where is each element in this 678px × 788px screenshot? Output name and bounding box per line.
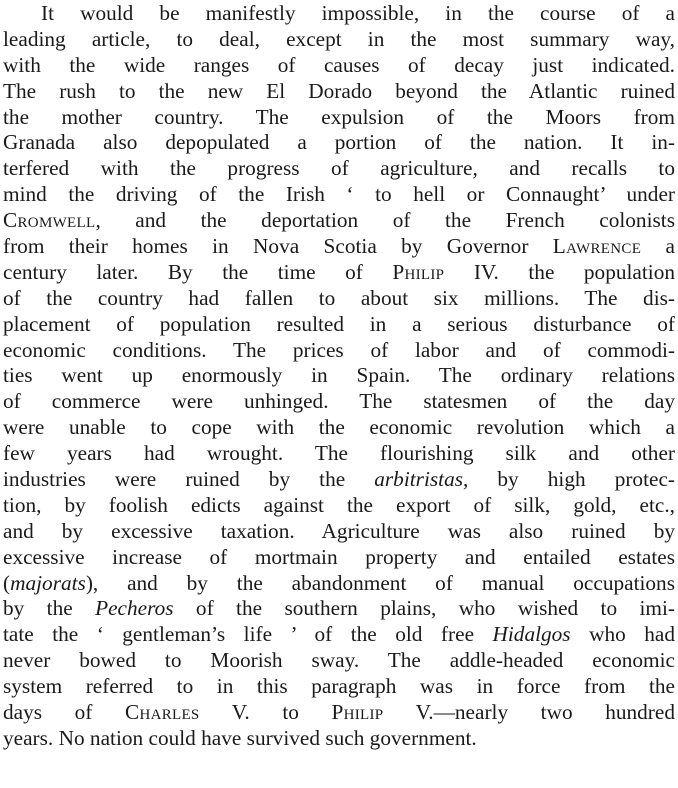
- line-text: V.—nearly two hundred: [383, 700, 675, 725]
- line-text: from their homes in Nova Scotia by Governor: [3, 234, 553, 259]
- text-line: years. No nation could have survived such government.: [3, 725, 477, 750]
- name-philip: Philip: [331, 700, 384, 725]
- text-line: tion, by foolish edicts against the export of silk, gold, etc.,: [3, 492, 675, 517]
- name-cromwell: Cromwell: [3, 208, 96, 233]
- line-text: industries were ruined by the: [3, 467, 375, 492]
- name-lawrence: Lawrence: [552, 234, 642, 259]
- text-line: [3, 700, 675, 726]
- italic-term: Hidalgos: [492, 622, 571, 647]
- line-text: days of: [3, 700, 125, 725]
- line-text: tate the ‘ gentleman’s life ’ of the old free: [3, 622, 493, 647]
- text-line: [3, 571, 675, 597]
- line-text: who had: [570, 622, 675, 647]
- line-text: , by high protec-: [463, 467, 675, 492]
- text-line: It would be manifestly impossible, in the course of a: [41, 1, 675, 25]
- italic-term: majorats: [10, 570, 86, 595]
- line-text: , and the deportation of the French colonists: [95, 208, 675, 233]
- text-line: and by excessive taxation. Agriculture was also ruined by: [3, 518, 675, 543]
- name-philip: Philip: [392, 259, 445, 284]
- text-line: The rush to the new El Dorado beyond the Atlantic ruined: [3, 78, 675, 103]
- text-line: terfered with the progress of agriculture, and recalls to: [3, 156, 675, 181]
- text-line: of the country had fallen to about six millions. The dis-: [3, 285, 675, 310]
- text-line: excessive increase of mortmain property and entailed estates: [3, 544, 675, 569]
- text-line: economic conditions. The prices of labor and of commodi-: [3, 337, 675, 362]
- text-line: [3, 596, 675, 622]
- text-line: few years had wrought. The flourishing silk and other: [3, 441, 675, 466]
- text-line: [3, 260, 675, 286]
- line-text: a: [641, 234, 675, 259]
- line-text: of the southern plains, who wished to imi-: [173, 596, 675, 621]
- text-line: [3, 622, 675, 648]
- line-text: century later. By the time of: [3, 259, 393, 284]
- text-line: leading article, to deal, except in the most summary way,: [3, 26, 675, 51]
- article-body: [3, 1, 675, 752]
- line-text: (: [3, 570, 11, 595]
- text-line: were unable to cope with the economic revolution which a: [3, 415, 675, 440]
- line-text: IV. the population: [444, 259, 676, 284]
- text-line: [3, 208, 675, 234]
- line-text: V. to: [199, 700, 332, 725]
- text-line: ties went up enormously in Spain. The ordinary relations: [3, 363, 675, 388]
- italic-term: arbitristas: [374, 467, 464, 492]
- text-line: [3, 467, 675, 493]
- text-line: Granada also depopulated a portion of the nation. It in-: [3, 130, 675, 155]
- text-line: [3, 234, 675, 260]
- text-line: never bowed to Moorish sway. The addle-headed economic: [3, 648, 675, 673]
- line-text: ), and by the abandonment of manual occupations: [85, 570, 675, 595]
- name-charles: Charles: [124, 700, 200, 725]
- text-line: system referred to in this paragraph was in force from the: [3, 674, 675, 699]
- text-line: the mother country. The expulsion of the Moors from: [3, 104, 675, 129]
- text-line: mind the driving of the Irish ‘ to hell or Connaught’ under: [3, 182, 675, 207]
- text-line: with the wide ranges of causes of decay just indicated.: [3, 52, 675, 77]
- text-line: placement of population resulted in a serious disturbance of: [3, 311, 675, 336]
- text-line: of commerce were unhinged. The statesmen of the day: [3, 389, 675, 414]
- line-text: by the: [3, 596, 96, 621]
- italic-term: Pecheros: [95, 596, 174, 621]
